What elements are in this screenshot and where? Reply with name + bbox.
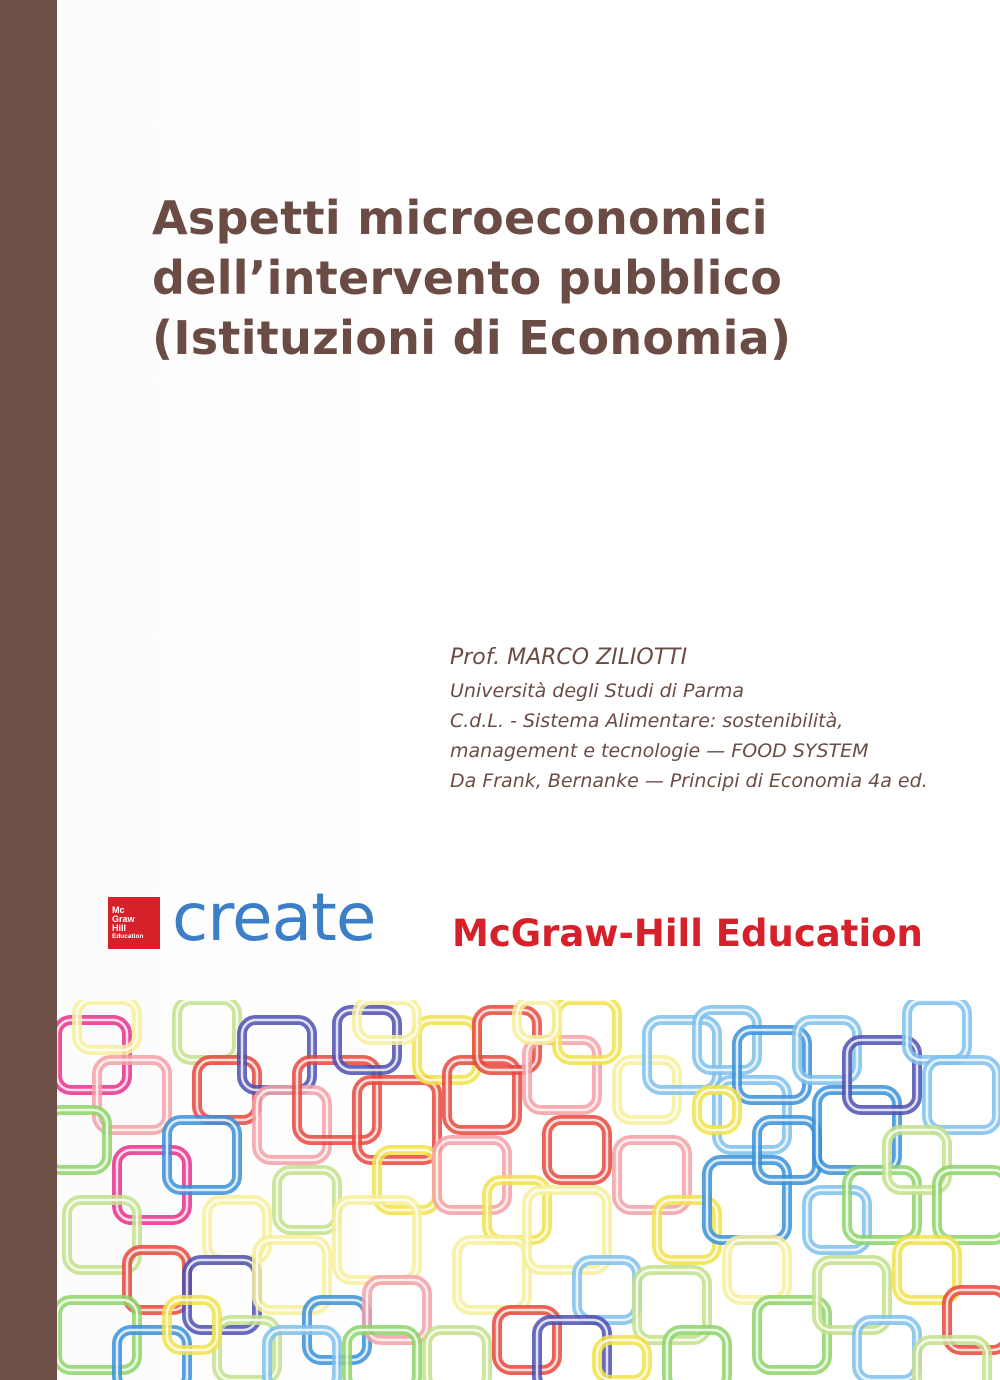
chain-link-highlight-38 (547, 1120, 607, 1180)
chain-link-63 (927, 1060, 997, 1130)
chain-pattern-decoration (57, 1000, 1000, 1380)
chain-link-38 (547, 1120, 607, 1180)
chain-link-highlight-18 (277, 1170, 337, 1230)
chain-link-31 (437, 1140, 507, 1210)
chain-link-highlight-9 (177, 1000, 237, 1060)
affiliation-line-2: C.d.L. - Sistema Alimentare: sostenibilità, (450, 710, 844, 732)
author-name: Prof. MARCO ZILIOTTI (450, 645, 688, 670)
logo-line-2: Graw (112, 914, 135, 924)
chain-link-35 (427, 1330, 487, 1380)
spine-band (0, 0, 57, 1380)
title-line-3: (Istituzioni di Economia) (152, 311, 792, 365)
book-title (152, 188, 972, 368)
chain-link-highlight-63 (927, 1060, 997, 1130)
affiliation-line-4: Da Frank, Bernanke — Principi di Economia 4a ed. (450, 770, 928, 792)
mcgraw-hill-logo-icon (108, 897, 160, 949)
affiliation-line-3: management e tecnologie — FOOD SYSTEM (450, 740, 869, 762)
chain-link-highlight-35 (427, 1330, 487, 1380)
create-wordmark: create (172, 879, 376, 956)
chain-link-highlight-33 (457, 1240, 527, 1310)
logo-line-4: Education (112, 933, 144, 940)
title-line-2: dell’intervento pubblico (152, 251, 783, 305)
chain-link-59 (847, 1170, 917, 1240)
chain-link-highlight-59 (847, 1170, 917, 1240)
title-line-1: Aspetti microeconomici (152, 191, 768, 245)
affiliation-line-1: Università degli Studi di Parma (450, 680, 745, 702)
chain-link-highlight-37 (557, 1000, 617, 1060)
publisher-name: McGraw-Hill Education (452, 912, 923, 955)
chain-link-53 (727, 1240, 787, 1300)
chain-link-33 (457, 1240, 527, 1310)
author-block (450, 640, 995, 796)
logo-line-1: Mc (112, 905, 125, 915)
chain-link-18 (277, 1170, 337, 1230)
chain-link-highlight-31 (437, 1140, 507, 1210)
chain-link-37 (557, 1000, 617, 1060)
chain-link-9 (177, 1000, 237, 1060)
chain-link-highlight-53 (727, 1240, 787, 1300)
logo-line-3: Hill (112, 923, 127, 933)
